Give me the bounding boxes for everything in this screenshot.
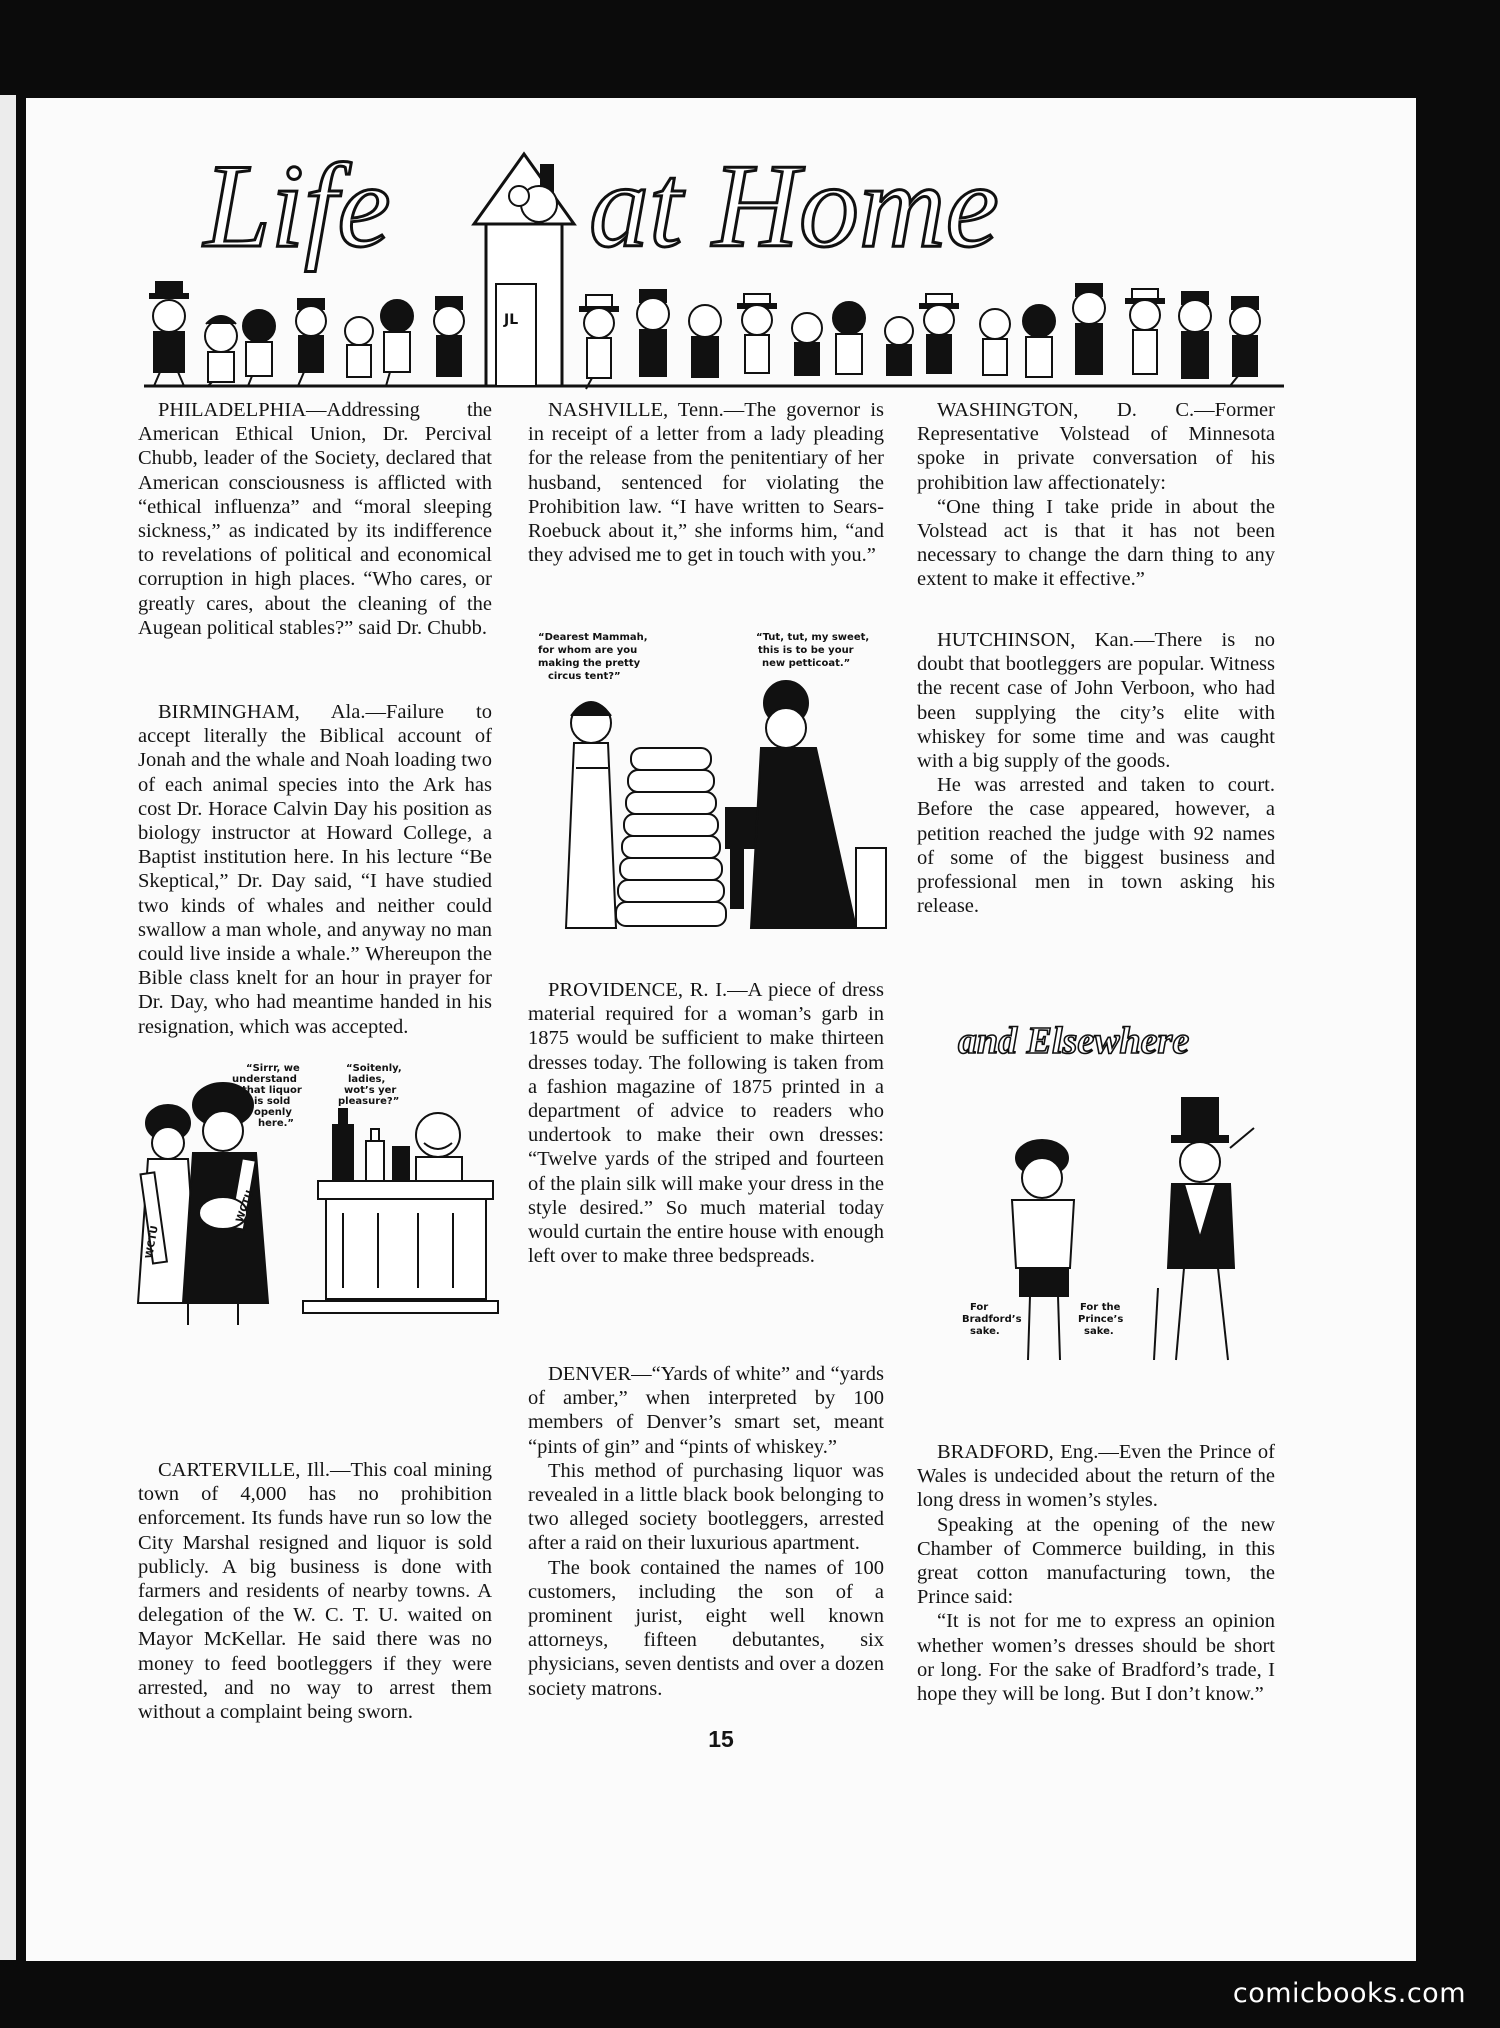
caption-line: Prince’s bbox=[1078, 1314, 1124, 1325]
caption-line: circus tent?” bbox=[548, 671, 621, 682]
caption-line: openly bbox=[254, 1107, 292, 1118]
caption-line: for whom are you bbox=[538, 645, 638, 656]
sewing-left-caption bbox=[538, 632, 648, 682]
article-text: BIRMINGHAM, Ala.—Failure to accept literally the Biblical account of Jonah and the whale and Noah loading two of each animal species into the Ark has cost Dr. Horace Calvin Day his position as biology instructor at Howard College, a Baptist institution here. In his lecture “Be Skeptical,” Dr. Day said, “I have studied two kinds of whales and neither could swallow a man whole, and anyway no man could live inside a whale.” Whereupon the Bible class knelt for an hour in prayer for Dr. Day, who had meantime handed in his resignation, which was accepted. bbox=[138, 701, 492, 1038]
magazine-page bbox=[26, 98, 1416, 1961]
caption-line: “Soitenly, bbox=[346, 1063, 402, 1074]
article-nashville bbox=[528, 398, 884, 567]
article-text: PHILADELPHIA—Addressing the American Ethical Union, Dr. Percival Chubb, leader of the Society, declared that American consciousness is afflicted with “ethical influenza” and “moral sleeping sickness,” as indicated by its indifference to revelations of political and economical corruption in high places. “Who cares, or greatly cares, about the cleaning of the Augean political stables?” said Dr. Chubb. bbox=[138, 399, 492, 639]
watermark: comicbooks.com bbox=[1232, 1978, 1466, 2009]
door-initials: JL bbox=[504, 312, 519, 328]
title-banner bbox=[144, 134, 1284, 390]
article-text: Speaking at the opening of the new Chamber of Commerce building, in this great cotton manufacturing town, the Prince said: bbox=[917, 1513, 1275, 1609]
article-text: “It is not for me to express an opinion whether women’s dresses should be short or long. For the sake of Bradford’s trade, I hope they will be long. But I don’t know.” bbox=[917, 1610, 1275, 1706]
subheading-text: and Elsewhere bbox=[958, 1020, 1190, 1062]
article-text: NASHVILLE, Tenn.—The governor is in receipt of a letter from a lady pleading for the release from the penitentiary of her husband, sentenced for violating the Prohibition law. “I have written to Sears-Roebuck about it,” she informs him, “and they advised me to get in touch with you.” bbox=[528, 399, 884, 567]
article-text: CARTERVILLE, Ill.—This coal mining town of 4,000 has no prohibition enforcement. Its funds have run so low the City Marshal resigned and liquor is sold publicly. A big business is done with farmers and residents of nearby towns. A delegation of the W. C. T. U. waited on Mayor McKellar. He said there was no money to feed bootleggers if they were arrested, and no way to arrest them without a complaint being sworn. bbox=[138, 1459, 492, 1724]
article-text: The book contained the names of 100 customers, including the son of a prominent jurist, eight well known attorneys, fifteen debutantes, six physicians, seven dentists and over a dozen society matrons. bbox=[528, 1556, 884, 1700]
caption-line: Bradford’s bbox=[962, 1314, 1022, 1325]
caption-line: ladies, bbox=[348, 1074, 386, 1085]
caption-line: For bbox=[970, 1302, 989, 1313]
parade-figures bbox=[150, 282, 1260, 389]
cartoon-wctu-saloon bbox=[128, 1063, 503, 1333]
caption-line: here.” bbox=[258, 1118, 294, 1129]
article-philadelphia bbox=[138, 398, 492, 640]
article-text: “One thing I take pride in about the Volstead act is that it has not been necessary to change the darn thing to any extent to make it effective.” bbox=[917, 495, 1275, 591]
caption-line: is sold bbox=[254, 1096, 291, 1107]
caption-line: sake. bbox=[970, 1326, 1000, 1337]
subheading-and-elsewhere bbox=[954, 1003, 1304, 1073]
caption-line: “Dearest Mammah, bbox=[538, 632, 648, 643]
article-denver bbox=[528, 1362, 884, 1701]
article-text: WASHINGTON, D. C.—Former Representative Volstead of Minnesota spoke in private conversation of his prohibition law affectionately: bbox=[917, 399, 1275, 494]
article-text: BRADFORD, Eng.—Even the Prince of Wales is undecided about the return of the long dress in women’s styles. bbox=[917, 1441, 1275, 1512]
article-hutchinson bbox=[917, 628, 1275, 918]
caption-line: that liquor bbox=[242, 1085, 302, 1096]
house-illustration bbox=[474, 154, 574, 386]
cartoon-prince bbox=[962, 1088, 1312, 1378]
article-text: PROVIDENCE, R. I.—A piece of dress material required for a woman’s garb in 1875 would be sufficient to make thirteen dresses today. The following is taken from a fashion magazine of 1875 printed in a department of advice to readers who undertook to make their own dresses: “Twelve yards of the striped and fourteen of the plain silk will make your dress in the style desired.” So much material today would curtain the entire house with enough left over to make three bedspreads. bbox=[528, 979, 884, 1268]
sewing-right-caption bbox=[756, 632, 869, 669]
caption-line: For the bbox=[1080, 1302, 1121, 1313]
caption-line: this is to be your bbox=[758, 645, 854, 656]
sash-wctu-left: WCTU bbox=[234, 1188, 257, 1225]
article-providence bbox=[528, 978, 884, 1268]
title-life: Life bbox=[204, 139, 391, 272]
caption-line: pleasure?” bbox=[338, 1096, 400, 1107]
article-carterville bbox=[138, 1458, 492, 1724]
caption-line: “Tut, tut, my sweet, bbox=[756, 632, 870, 643]
article-bradford bbox=[917, 1440, 1275, 1706]
article-birmingham bbox=[138, 700, 492, 1039]
article-text: DENVER—“Yards of white” and “yards of amber,” when interpreted by 100 members of Denver’s smart set, meant “pints of gin” and “pints of whiskey.” bbox=[528, 1363, 884, 1458]
caption-line: wot’s yer bbox=[344, 1085, 397, 1096]
article-text: HUTCHINSON, Kan.—There is no doubt that bootleggers are popular. Witness the recent case of John Verboon, who had been supplying the city’s elite with whiskey for some time and was caught with a big supply of the goods. bbox=[917, 629, 1275, 773]
title-at-home: at Home bbox=[589, 139, 999, 272]
caption-line: making the pretty bbox=[538, 658, 641, 669]
fabric-stack bbox=[616, 748, 726, 926]
adjacent-page-edge bbox=[0, 95, 16, 1960]
article-text: This method of purchasing liquor was revealed in a little black book belonging to two alleged society bootleggers, arrested after a raid on their luxurious apartment. bbox=[528, 1459, 884, 1555]
sash-wctu-right: WCTU bbox=[144, 1224, 161, 1260]
article-washington bbox=[917, 398, 1275, 592]
saloon-right-caption bbox=[338, 1063, 402, 1107]
article-text: He was arrested and taken to court. Before the case appeared, however, a petition reached the judge with 92 names of some of the biggest business and professional men in town asking his release. bbox=[917, 774, 1275, 918]
caption-line: new petticoat.” bbox=[762, 658, 851, 669]
cartoon-sewing bbox=[536, 628, 916, 938]
caption-line: understand bbox=[232, 1074, 297, 1085]
caption-line: “Sirrr, we bbox=[246, 1063, 300, 1074]
prince-left-caption bbox=[962, 1302, 1022, 1337]
caption-line: sake. bbox=[1084, 1326, 1114, 1337]
prince-right-caption bbox=[1078, 1302, 1123, 1337]
page-number: 15 bbox=[708, 1726, 734, 1752]
